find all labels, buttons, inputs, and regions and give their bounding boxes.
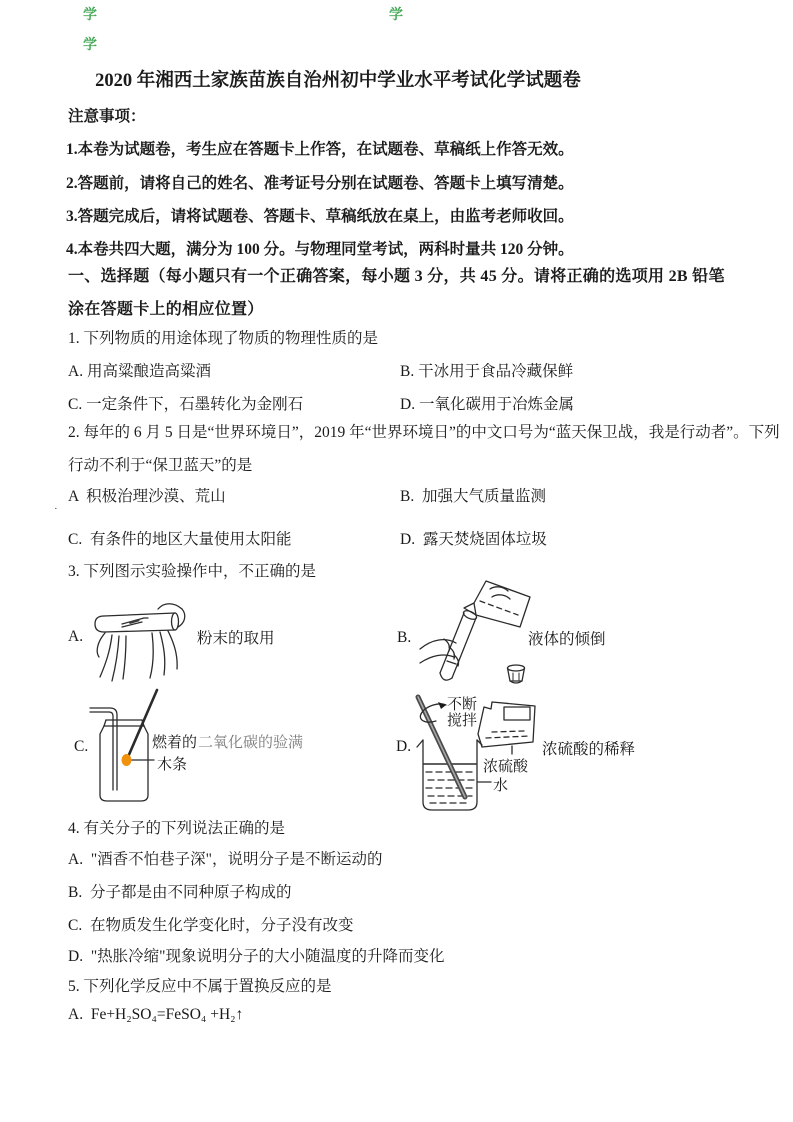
- flame-icon: [122, 754, 132, 766]
- acid-dilution-diagram: [408, 690, 558, 815]
- total-score: 100: [236, 241, 260, 258]
- acid-bottle: [478, 702, 535, 754]
- burning-label: 燃着的: [152, 735, 198, 751]
- q3-option-c-label: C.: [74, 738, 89, 755]
- q2-option-a: A 积极治理沙漠、荒山: [68, 488, 226, 505]
- q4-option-c: C. 在物质发生化学变化时，分子没有改变: [68, 917, 354, 934]
- q1-option-d: D. 一氧化碳用于冶炼金属: [400, 396, 574, 413]
- stir-label-line1: 不断: [447, 697, 478, 713]
- notice-text: 答题前，请将自己的姓名、准考证号分别在试题卷、答题卡上填写清楚。: [77, 175, 574, 192]
- q2-option-b: B. 加强大气质量监测: [400, 488, 546, 505]
- q4-stem: 4. 有关分子的下列说法正确的是: [68, 820, 286, 837]
- q3-option-a-label: A.: [68, 628, 84, 645]
- q5-option-a: A. Fe+H₂SO₄=FeSO₄ +H₂↑: [68, 1006, 244, 1023]
- q3-option-d-label: D.: [396, 738, 412, 755]
- right-hand: [150, 604, 185, 678]
- notice-item-1: [66, 140, 574, 160]
- notice-text: 本卷共四大题，满分为: [77, 241, 237, 258]
- notice-text: 分。与物理同堂考试，两科时量共: [259, 241, 501, 258]
- watermark-icon: 学: [83, 37, 97, 53]
- q4-option-a: A. "酒香不怕巷子深"，说明分子是不断运动的: [68, 851, 383, 868]
- q3-option-b-caption: 液体的倾倒: [528, 631, 606, 648]
- q5-stem: 5. 下列化学反应中不属于置换反应的是: [68, 978, 332, 995]
- q2-stem-line1: 2. 每年的 6 月 5 日是“世界环境日”，2019 年“世界环境日”的中文口号为“蓝天保卫战，我是行动者”。下列: [68, 424, 780, 441]
- bottle-stopper: [508, 665, 525, 683]
- q1-option-b: B. 干冰用于食品冷藏保鲜: [400, 363, 574, 380]
- wood-strip-label: 木条: [157, 757, 188, 773]
- notice-item-4: [66, 240, 574, 260]
- notice-num: 2.: [66, 175, 78, 192]
- q1-option-c: C. 一定条件下，石墨转化为金刚石: [68, 396, 304, 413]
- test-tube-tilted: [440, 609, 478, 680]
- page-title: 2020 年湘西土家族苗族自治州初中学业水平考试化学试题卷: [95, 71, 581, 91]
- notice-item-3: [66, 207, 574, 227]
- q3-option-a-caption: 粉末的取用: [197, 630, 275, 647]
- exam-minutes: 120: [500, 241, 524, 258]
- stir-label-line2: 搅拌: [447, 713, 478, 729]
- holding-hand: [420, 639, 459, 666]
- water-label: 水: [493, 778, 509, 794]
- test-tube-horizontal: [95, 613, 179, 632]
- watermark-icon: 学: [83, 7, 97, 23]
- delivery-tube: [90, 708, 117, 790]
- notice-text: 答题完成后，请将试题卷、答题卡、草稿纸放在桌上，由监考老师收回。: [77, 208, 574, 225]
- paper-trough: [122, 618, 148, 627]
- q3-stem: 3. 下列图示实验操作中，不正确的是: [68, 563, 317, 580]
- q2-option-c: C. 有条件的地区大量使用太阳能: [68, 531, 292, 548]
- q4-option-d: D. "热胀冷缩"现象说明分子的大小随温度的升降而变化: [68, 948, 445, 965]
- q1-stem: 1. 下列物质的用途体现了物质的物理性质的是: [68, 330, 379, 347]
- powder-taking-diagram: [90, 593, 195, 688]
- notice-heading: 注意事项：: [68, 108, 146, 125]
- q2-option-d: D. 露天焚烧固体垃圾: [400, 531, 547, 548]
- watermark-icon: 学: [389, 7, 403, 23]
- section-heading-line1: 一、选择题（每小题只有一个正确答案，每小题 3 分，共 45 分。请将正确的选项用 2B 铅笔: [68, 268, 725, 285]
- stray-mark: ·: [54, 503, 58, 515]
- acid-label: 浓硫酸: [483, 759, 529, 775]
- q3-option-d-caption: 浓硫酸的稀释: [542, 741, 636, 758]
- q1-option-a: A. 用高粱酿造高粱酒: [68, 363, 211, 380]
- beaker: [417, 740, 482, 810]
- q3-option-c-caption: 二氧化碳的验满: [198, 735, 304, 751]
- q3-option-b-label: B.: [397, 629, 412, 646]
- notice-num: 3.: [66, 208, 78, 225]
- reagent-bottle: [464, 581, 530, 627]
- left-hand: [97, 633, 126, 681]
- q2-stem-line2: 行动不利于“保卫蓝天”的是: [68, 457, 253, 474]
- notice-num: 1.: [66, 141, 78, 158]
- notice-num: 4.: [66, 241, 78, 258]
- notice-text: 分钟。: [523, 241, 574, 258]
- q4-option-b: B. 分子都是由不同种原子构成的: [68, 884, 292, 901]
- notice-item-2: [66, 174, 574, 194]
- notice-text: 本卷为试题卷，考生应在答题卡上作答，在试题卷、草稿纸上作答无效。: [77, 141, 574, 158]
- section-heading-line2: 涂在答题卡上的相应位置）: [68, 301, 264, 318]
- liquid-pouring-diagram: [420, 577, 535, 691]
